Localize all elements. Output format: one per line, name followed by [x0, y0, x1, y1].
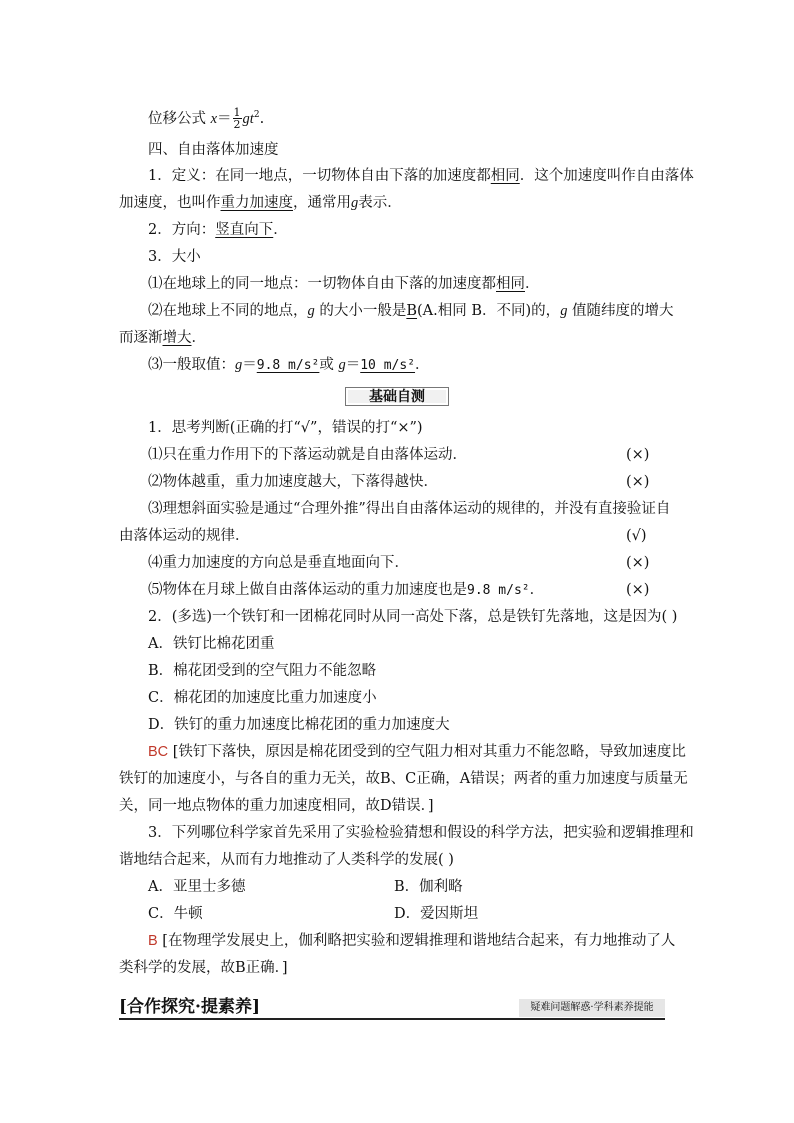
- text: 加速度，也叫作: [119, 195, 221, 211]
- q3-explanation-cont: 类科学的发展，故B正确．]: [119, 960, 288, 976]
- displacement-formula: [148, 100, 264, 134]
- text: ⑶一般取值：: [148, 357, 235, 373]
- q3-stem-cont: 谐地结合起来，从而有力地推动了人类科学的发展( ): [119, 852, 454, 868]
- answer-underline: 相同: [490, 168, 520, 184]
- q1-item: ⑴只在重力作用下的下落运动就是自由落体运动．: [148, 447, 467, 463]
- answer-underline: 相同: [496, 276, 525, 292]
- answer-underline: B: [406, 303, 418, 319]
- size-item-1: [148, 274, 540, 294]
- answer-underline: 9.8 m/s²: [256, 358, 320, 373]
- text: 表示．: [358, 195, 402, 211]
- q2-option-a: A．铁钉比棉花团重: [148, 636, 275, 652]
- q2-explanation-cont: 铁钉的加速度小，与各自的重力无关，故B、C正确，A错误；两者的重力加速度与质量无: [119, 771, 688, 787]
- definition-line-1: [148, 166, 694, 186]
- answer-underline: 10 m/s²: [360, 358, 416, 373]
- q3-explanation: [148, 931, 675, 951]
- value: 9.8 m/s²: [467, 583, 530, 598]
- formula-fraction: [233, 107, 242, 130]
- text: 1．定义：在同一地点，一切物体自由下落的加速度都: [148, 168, 491, 184]
- q1-mark: (×): [626, 474, 650, 490]
- symbol-g: g: [307, 303, 315, 319]
- q3-option-b: B．伽利略: [394, 879, 463, 895]
- answer-underline: 重力加速度: [220, 195, 293, 211]
- formula-x: x: [210, 110, 218, 127]
- size-item-2: [148, 301, 674, 321]
- q2-option-d: D．铁钉的重力加速度比棉花团的重力加速度大: [148, 717, 450, 733]
- q1-mark: (×): [626, 447, 650, 463]
- q3-option-a: A．亚里士多德: [148, 879, 246, 895]
- text: 2．方向：: [148, 222, 216, 238]
- formula-eq: ＝: [217, 110, 232, 127]
- fraction-denominator: 2: [233, 118, 241, 132]
- self-test-banner: [345, 386, 449, 408]
- symbol-g: g: [235, 357, 243, 373]
- q3-stem: 3．下列哪位科学家首先采用了实验检验猜想和假设的科学方法，把实验和逻辑推理和: [148, 825, 694, 841]
- q3-option-d: D．爱因斯坦: [394, 906, 479, 922]
- q2-stem: 2．(多选)一个铁钉和一团棉花同时从同一高处下落，总是铁钉先落地，这是因为( ): [148, 609, 678, 625]
- text: ．: [273, 222, 288, 238]
- text: ．: [415, 357, 430, 373]
- q1-item-cont: 由落体运动的规律．: [119, 528, 250, 544]
- q1-item: [148, 580, 544, 601]
- text: ．: [191, 330, 206, 346]
- answer-underline: 增大: [162, 330, 192, 346]
- text: ．这个加速度叫作自由落体: [519, 168, 694, 184]
- banner-label: 基础自测: [345, 387, 449, 406]
- formula-t: t: [249, 110, 254, 127]
- q2-option-c: C．棉花团的加速度比重力加速度小: [148, 690, 377, 706]
- q1-mark: (×): [626, 582, 650, 598]
- q2-explanation-cont: 关，同一地点物体的重力加速度相同，故D错误．]: [119, 798, 434, 814]
- text: ，通常用: [293, 195, 351, 211]
- direction-line: [148, 220, 288, 240]
- size-item-2-cont: [119, 328, 206, 348]
- size-item-3: [148, 355, 430, 376]
- fraction-numerator: 1: [233, 106, 241, 120]
- text: (A.相同 B．不同)的，: [417, 303, 561, 319]
- formula-g: g: [242, 110, 250, 127]
- text: ⑴在地球上的同一地点：一切物体自由下落的加速度都: [148, 276, 496, 292]
- text: ⑵在地球上不同的地点，: [148, 303, 308, 319]
- text: 或: [319, 357, 339, 373]
- section-heading: 四、自由落体加速度: [148, 142, 279, 158]
- symbol-g: g: [351, 195, 359, 211]
- section-divider: [119, 1018, 665, 1020]
- formula-end: .: [259, 110, 265, 127]
- text: ．: [529, 582, 545, 598]
- answer-label: B: [148, 933, 158, 949]
- definition-line-2: [119, 193, 402, 213]
- answer-label: BC: [148, 744, 169, 760]
- answer-underline: 竖直向下: [215, 222, 274, 238]
- q1-title: 1．思考判断(正确的打“√”，错误的打“×”): [148, 420, 423, 436]
- text: [在物理学发展史上，伽利略把实验和逻辑推理和谐地结合起来，有力地推动了人: [157, 933, 676, 949]
- q2-explanation: [148, 742, 686, 762]
- text: ⑸物体在月球上做自由落体运动的重力加速度也是: [148, 582, 467, 598]
- text: ．: [525, 276, 540, 292]
- size-heading: 3．大小: [148, 249, 201, 265]
- text: ＝: [345, 357, 361, 373]
- q2-option-b: B．棉花团受到的空气阻力不能忽略: [148, 663, 377, 679]
- q1-item: ⑵物体越重，重力加速度越大，下落得越快．: [148, 474, 438, 490]
- text: [铁钉下落快，原因是棉花团受到的空气阻力相对其重力不能忽略，导致加速度比: [168, 744, 686, 760]
- q1-item: ⑷重力加速度的方向总是垂直地面向下．: [148, 555, 409, 571]
- section-title: [合作探究·提素养]: [119, 997, 261, 1017]
- symbol-g: g: [560, 303, 568, 319]
- q1-mark: (×): [626, 555, 650, 571]
- symbol-g: g: [338, 357, 346, 373]
- text: 而逐渐: [119, 330, 163, 346]
- text: 值随纬度的增大: [567, 303, 674, 319]
- section-tag: 疑难问题解惑·学科素养提能: [519, 999, 665, 1017]
- q1-mark: (√): [626, 528, 647, 544]
- formula-exponent: 2: [253, 110, 260, 120]
- q3-option-c: C．牛顿: [148, 906, 203, 922]
- text: ＝: [242, 357, 257, 373]
- text: 的大小一般是: [314, 303, 407, 319]
- formula-prefix: 位移公式: [148, 110, 211, 127]
- q1-item: ⑶理想斜面实验是通过“合理外推”得出自由落体运动的规律的，并没有直接验证自: [148, 501, 671, 517]
